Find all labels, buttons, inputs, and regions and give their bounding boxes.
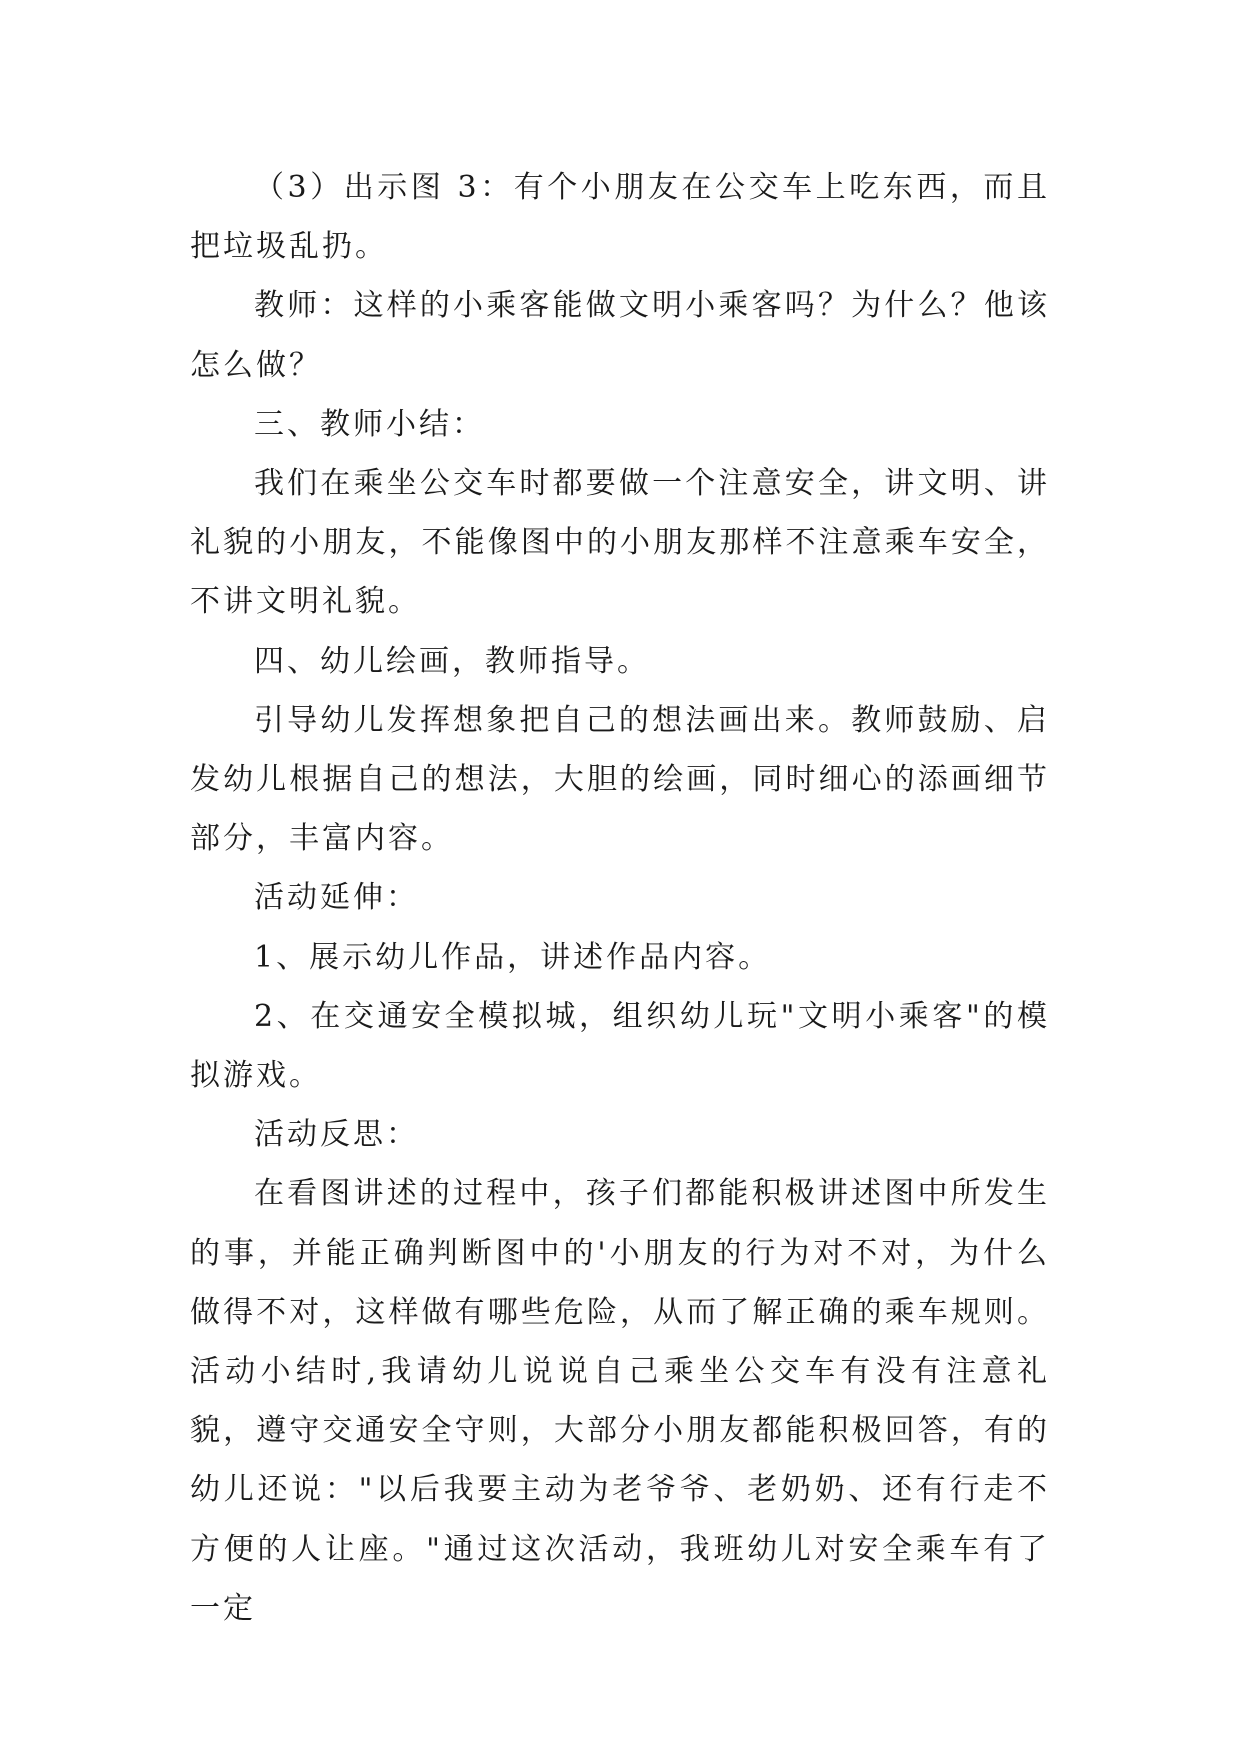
heading-activity-reflection: 活动反思：: [254, 1117, 419, 1153]
list-item-extension-2: 2、在交通安全模拟城，组织幼儿玩"文明小乘客"的模拟游戏。: [190, 998, 1050, 1094]
paragraph-teacher-question: 教师：这样的小乘客能做文明小乘客吗？为什么？他该怎么做？: [190, 288, 1050, 383]
paragraph-summary-body: 我们在乘坐公交车时都要做一个注意安全，讲文明、讲礼貌的小朋友，不能像图中的小朋友那样不注意乘车安全，不讲文明礼貌。: [190, 466, 1050, 620]
heading-activity-extension: 活动延伸：: [254, 880, 419, 916]
heading-child-drawing: 四、幼儿绘画，教师指导。: [254, 643, 650, 679]
paragraph-drawing-guidance: 引导幼儿发挥想象把自己的想法画出来。教师鼓励、启发幼儿根据自己的想法，大胆的绘画，同时细心的添画细节部分，丰富内容。: [190, 702, 1050, 857]
document-page: [190, 158, 1050, 1638]
paragraph-reflection-body: 在看图讲述的过程中，孩子们都能积极讲述图中所发生的事，并能正确判断图中的'小朋友的行为对不对，为什么做得不对，这样做有哪些危险，从而了解正确的乘车规则。活动小结时,我请幼儿说说自己乘坐公交车有没有注意礼貌，遵守交通安全守则，大部分小朋友都能积极回答，有的幼儿还说："以后我要主动为老爷爷、老奶奶、还有行走不方便的人让座。"通过这次活动，我班幼儿对安全乘车有了一定: [190, 1176, 1050, 1626]
paragraph-show-picture-3: （3）出示图 3：有个小朋友在公交车上吃东西，而且把垃圾乱扔。: [190, 170, 1050, 265]
list-item-extension-1: 1、展示幼儿作品，讲述作品内容。: [254, 939, 772, 975]
heading-teacher-summary: 三、教师小结：: [254, 406, 485, 442]
